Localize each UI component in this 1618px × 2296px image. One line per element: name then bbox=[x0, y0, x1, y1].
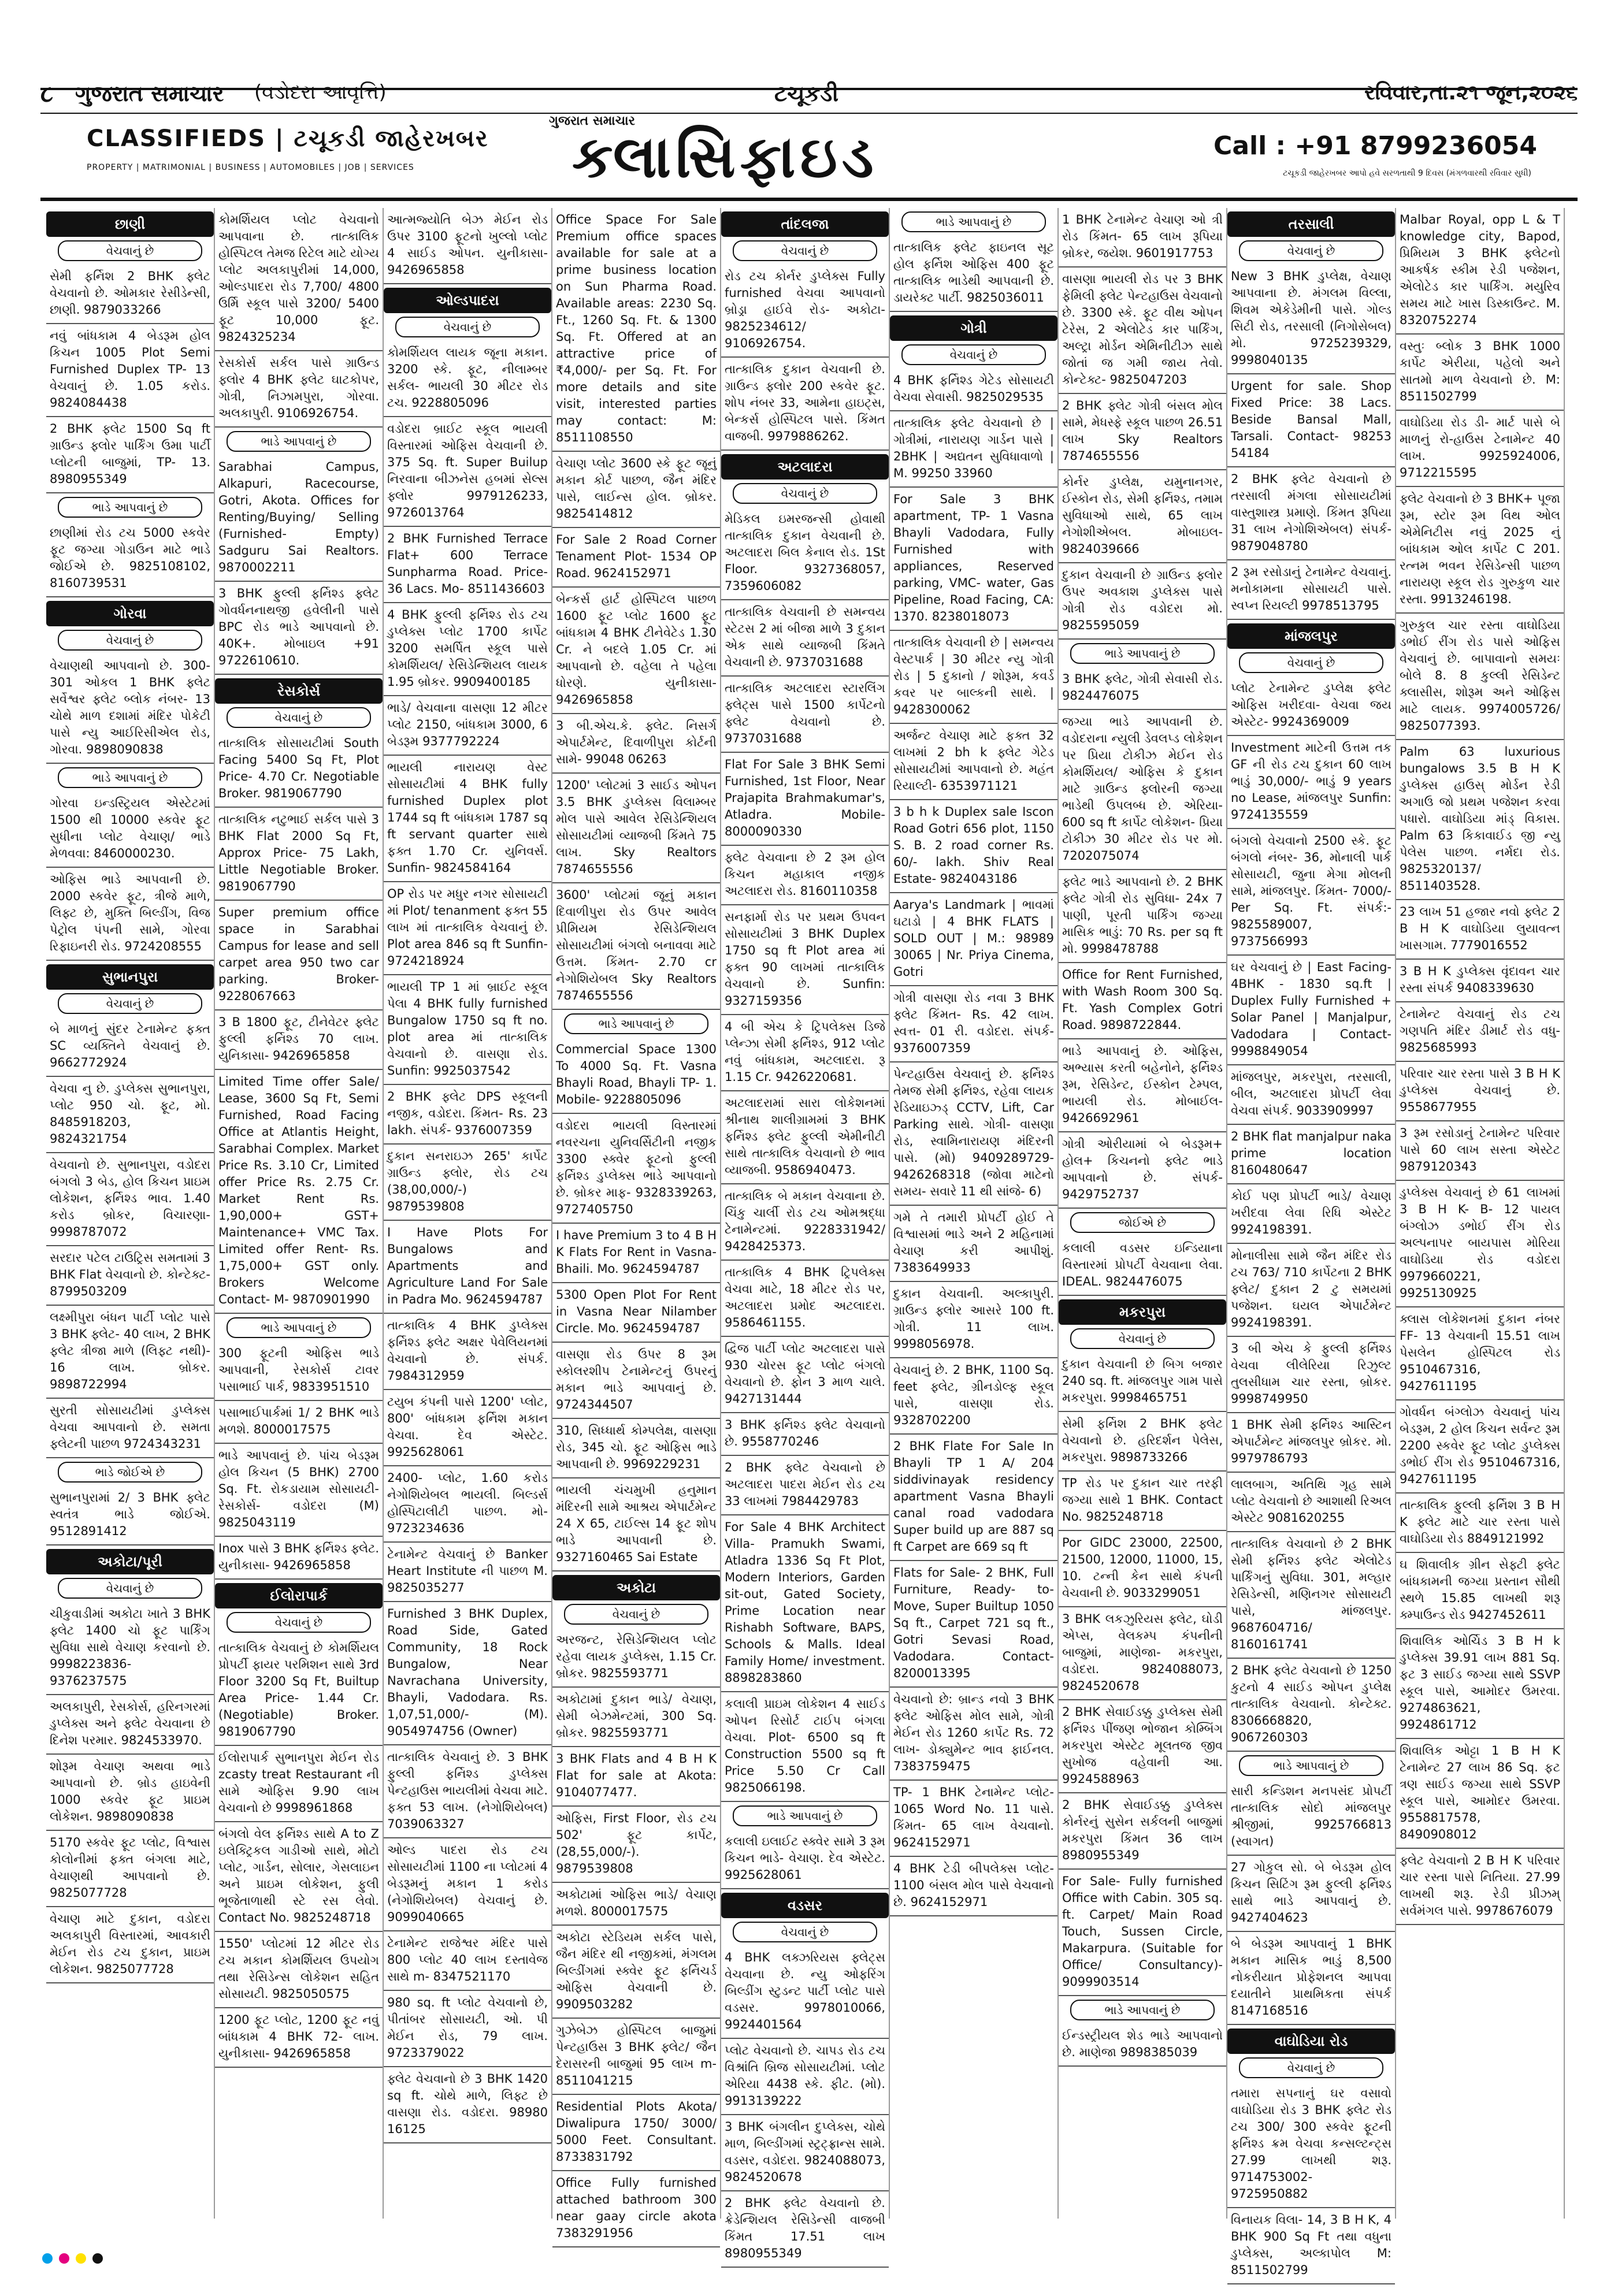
subcategory-heading: વેચવાનું છે bbox=[733, 240, 877, 261]
classified-ad: 3 રૂમ રસોડાનું ટેનામેન્ટ પરિવાર પાસે 60 લાખ સસ્તા એસ્ટેટ 9879120343 bbox=[1396, 1121, 1564, 1181]
classified-ad: અલકાપુરી, રેસકોર્સ, હરિનગરમાં ડુપ્લેક્સ અને ફ્લેટ વેચવાના છે દિનેશ પરમાર. 9824533970. bbox=[46, 1695, 214, 1755]
subcategory-heading: ભાડે આપવાનું છે bbox=[564, 1013, 708, 1034]
classified-ad: દુકાન સનરાઇઝ 265' કાર્પેટ ગ્રાઉન્ડ ફ્લોર, રોડ ટચ (38,00,000/-) 9879539808 bbox=[384, 1145, 551, 1221]
classified-ad: Limited Time offer Sale/ Lease, 3600 Sq Ft, Semi Furnished, Road Facing Office at Atlantis Height, Sarabhai Complex. Market Price Rs. 3.10 Cr, Limited offer Price Rs. 2.75 Cr. Market Rent Rs. 1,90,000+ GST+ Maintenance+ VMC Tax. Limited offer Rent- Rs. 1,75,000+ GST only. Brokers Welcome Contact- M- 9870901990 bbox=[215, 1070, 383, 1314]
classified-ad: 2400- પ્લોટ, 1.60 કરોડ નેગોશિયેબલ ભાયલી. બિલ્ડર્સ હોસ્પિટાલીટી પાછળ. મો- 9723234636 bbox=[384, 1466, 551, 1543]
subcategory-heading: ભાડે આપવાનું છે bbox=[1070, 2000, 1215, 2020]
classified-ad: 27 ગોકુલ સો. બે બેડરૂમ હોલ કિચન સિટિંગ રૂમ ફુલ્લી ફર્નિશ્ડ સાથે ભાડે આપવાનું છે. 9427404623 bbox=[1227, 1856, 1395, 1932]
classified-ad: તાત્કાલિક ફ્લેટ ફાઇનલ સૂટ હોલ ફર્નિશ ઓફિસ 400 ફૂટ તાત્કાલિક ભાડેથી આપવાની છે. ડાયરેક્ટ પાર્ટી. 9825036011 bbox=[890, 236, 1057, 312]
classified-ad: બે બેડરૂમ આપવાનું 1 BHK મકાન માસિક ભાડું 8,500 નોકરીયાત પ્રોફેશનલ આપવા દયાતીને પ્રાથમિકતા સંપર્ક 8147168516 bbox=[1227, 1932, 1395, 2025]
classified-ad: નવું બાંધકામ 4 બેડરૂમ હોલ કિચન 1005 Plot Semi Furnished Duplex TP- 13 વેચવાનું છે. 1.05 કરોડ. 9824084438 bbox=[46, 324, 214, 417]
classified-ad: ગુરુકુલ ચાર રસ્તા વાઘોડિયા ડભોઈ રીંગ રોડ પાસે ઓફિસ વેચવાનું છે. બાપાવાનો સમયઃ બોલે 8. 8 કુલ્લી રેસિડેન્ટ ક્લાસીસ, શોરૂમ અને ઓફિસ માટે લાયક. 9974005726/ 9825077393. bbox=[1396, 614, 1564, 740]
subcategory-heading: વેચવાનું છે bbox=[58, 993, 202, 1014]
classified-ad: મોનાલીસા સામે જૈન મંદિર રોડ ટચ 763/ 710 કાર્પેટના 2 BHK ફ્લેટ/ દુકાન 2 ટુ સમયમાં પજેશન. ઘયલ એપાર્ટમેન્ટ 9924198391. bbox=[1227, 1244, 1395, 1337]
brand-small: ગુજરાત સમાચાર bbox=[549, 114, 635, 128]
classified-ad: 2 BHK ફ્લેટ 1500 Sq ft ગ્રાઉન્ડ ફ્લોર પાર્કિંગ ઉમા પાર્ટી પ્લોટની બાજુમાં, TP- 13. 8980955349 bbox=[46, 417, 214, 493]
classified-ad: ઓલ્ડ પાદરા રોડ ટચ સોસાયટીમાં 1100 ના પ્લોટમાં 4 બેડરૂમનું મકાન 1 કરોડ (નેગોશિયેબલ) વેચવાનું છે. 9099040665 bbox=[384, 1838, 551, 1931]
classified-ad: કોઈ પણ પ્રોપર્ટી ભાડે/ વેચાણ ખરીદવા લેવા રિધિ એસ્ટેટ 9924198391. bbox=[1227, 1184, 1395, 1244]
category-heading: વડસર bbox=[721, 1893, 889, 1918]
classified-ad: 300 ફૂટની ઓફિસ ભાડે આપવાની, રેસકોર્સ ટાવર પસાભાઈ પાર્ક, 9833951510 bbox=[215, 1342, 383, 1401]
classified-ad: અરજન્ટ, રેસિડેન્શિયલ પ્લોટ રહેવા લાયક ડુપ્લેક્સ, 1.15 Cr. બ્રોકર. 9825593771 bbox=[552, 1628, 720, 1688]
category-heading: મકરપુરા bbox=[1059, 1299, 1226, 1325]
subcategory-heading: વેચવાનું છે bbox=[58, 1578, 202, 1599]
registration-dot bbox=[92, 2253, 103, 2264]
classified-column bbox=[552, 208, 721, 2240]
classified-ad: ફ્લેટ વેચવાનો છે 3 BHK 1420 sq ft. ચોથે માળે, લિફ્ટ છે વાસણા રોડ. વડોદરા. 98980 16125 bbox=[384, 2067, 551, 2143]
subcategory-heading: વેચવાનું છે bbox=[1070, 1328, 1215, 1349]
classified-ad: For Sale 2 Road Corner Tenament Plot- 1534 OP Road. 9624152971 bbox=[552, 528, 720, 588]
classified-ad: પ્લોટ વેચવાનો છે. ચાપડ રોડ ટચ વિશ્રાંતિ બ્રિજ સોસાયટીમાં. પ્લોટ એરિયા 4438 સ્કે. ફીટ. (મો). 9913139222 bbox=[721, 2039, 889, 2115]
classified-ad: I Have Plots For Bungalows and Apartments and Agriculture Land For Sale in Padra Mo. 9624594787 bbox=[384, 1221, 551, 1314]
classified-ad: પરિવાર ચાર રસ્તા પાસે 3 B H K ડુપ્લેક્સ વેચવાનું છે. 9558677955 bbox=[1396, 1062, 1564, 1121]
classified-ad: ગુઝેબેઝ હોસ્પિટલ બાજુમાં પેન્ટહાઉસ 3 BHK ફ્લેટ/ જૈન દેરાસરની બાજુમાં 95 લાખ m- 8511041215 bbox=[552, 2019, 720, 2095]
category-heading: વાઘોડિયા રોડ bbox=[1227, 2028, 1395, 2054]
classified-ad: ટયુબ કંપની પાસે 1200' પ્લોટ, 800' બાંધકામ ફર્નિશ મકાન વેચવા. દેવ એસ્ટેટ. 9925628061 bbox=[384, 1390, 551, 1466]
classified-ad: ક્લાસ લોકેશનમાં દુકાન નંબર FF- 13 વેચવાની 15.51 લાખ પેસલેન હોસ્પિટલ રોડ 9510467316, 9427611195 bbox=[1396, 1307, 1564, 1400]
classified-ad: 2 BHK ફ્લેટ વેચવાનો છે અટલાદરા પાદરા મેઈન રોડ ટચ 33 લાખમાં 7984429783 bbox=[721, 1456, 889, 1515]
classified-ad: સારી કન્ડિશન મનપસંદ પ્રોપર્ટી તાત્કાલિક સોદો માંજલપુર શ્રીજીમાં, 9925766813 (સ્વાગત) bbox=[1227, 1779, 1395, 1856]
classified-ad: બંગલો વેલ ફર્નિશ્ડ સાથે A to Z ઇલેક્ટ્રિકલ ગાડીઓ સાથે, મોટો પ્લોટ, ગાર્ડન, સોલાર, ગેસલાઇન અને પ્રાઇમ લોકેશન, ફુલી ભૂજેતાળાથી સ્ટે રસ લેવો. Contact No. 9825248718 bbox=[215, 1822, 383, 1932]
classifieds-categories: PROPERTY | MATRIMONIAL | BUSINESS | AUTOMOBILES | JOB | SERVICES bbox=[87, 163, 414, 172]
classified-ad: Commercial Space 1300 To 4000 Sq. Ft. Vasna Bhayli Road, Bhayli TP- 1. Mobile- 9228805096 bbox=[552, 1038, 720, 1114]
classified-ad: 3600' પ્લોટમાં જૂનું મકાન દિવાળીપુરા રોડ ઉપર આવેલ પ્રીમિયમ રેસિડેન્શિયલ સોસાયટીમાં બંગલો બનાવવા માટે ઉત્તમ. કિંમત- 2.70 cr નેગોશિયેબલ Sky Realtors 7874655556 bbox=[552, 883, 720, 1010]
subcategory-heading: વેચવાનું છે bbox=[733, 483, 877, 504]
classified-ad: Furnished 3 BHK Duplex, Road Side, Gated Community, 18 Rock Bungalow, Near Navrachana University, Bhayli, Vadodara. Rs. 1,07,51,000/- (M). 9054974756 (Owner) bbox=[384, 1602, 551, 1745]
classified-ad: તાત્કાલિક વેચવાનું છે. 3 BHK ફુલ્લી ફર્નિશ્ડ ડુપ્લેક્સ પેન્ટહાઉસ ભાયલીમાં વેચવા માટે. ફક્ત 53 લાખ. (નેગોશિયેબલ) 7039063327 bbox=[384, 1745, 551, 1838]
classified-ad: Office Space For Sale Premium office spaces available for sale at a prime business location on Sun Pharma Road. Available areas: 2230 Sq. Ft., 1260 Sq. Ft. & 1300 Sq. Ft. Offered at an attractive price of ₹4,000/- per Sq. Ft. For more details and site visit, interested parties may contact: M: 8511108550 bbox=[552, 208, 720, 452]
subcategory-heading: ભાડે આપવાનું છે bbox=[733, 1805, 877, 1826]
classified-ad: For Sale 4 BHK Architect Villa- Pramukh Swami, Atladra 1336 Sq Ft Plot, Modern Interiors, Garden sit-out, Gated Society, Prime Location near Rishabh Software, BAPS, Schools & Malls. Ideal Family Home/ investment. 8898283860 bbox=[721, 1515, 889, 1692]
classified-ad: પસાભાઈપાર્કમાં 1/ 2 BHK ભાડે મળશે. 8000017575 bbox=[215, 1401, 383, 1444]
classified-ad: ફ્લેટ વેચવાનો છે 3 BHK+ પૂજા રૂમ, સ્ટોર રૂમ વિથ ઓલ એમેનિટીસ નવું 2025 નું બાંધકામ ઓલ કાર્પેટ C 201. રત્નમ ભવન રેસિડેન્સી પાછળ નારાયણ સ્કૂલ રોડ ગુરુકુળ ચાર રસ્તા. 9913246198. bbox=[1396, 487, 1564, 614]
registration-dot bbox=[59, 2253, 69, 2264]
classified-ad: Flats for Sale- 2 BHK, Full Furniture, Ready- to- Move, Super Builtup 1050 Sq ft., Carpet 721 sq ft., Gotri Sevasi Road, Vadodara. Contact- 8200013395 bbox=[890, 1561, 1057, 1688]
subcategory-heading: વેચવાનું છે bbox=[227, 1612, 371, 1633]
classified-ad: 1 BHK સેમી ફર્નિશ્ડ આસ્ટિન એપાર્ટમેન્ટ માંજલપુર બ્રોકર. મો. 9979786793 bbox=[1227, 1413, 1395, 1473]
subcategory-heading: વેચવાનું છે bbox=[1239, 240, 1383, 261]
subcategory-heading: ભાડે આપવાનું છે bbox=[901, 211, 1046, 232]
classified-ad: તાત્કાલિક વેચવાનો છે 2 BHK સેમી ફર્નિશ્ડ ફ્લેટ એલોટેડ પાર્કિંગનું સુવિધા. 301, મલ્હાર રેસિડેન્સી, મણિનગર સોસાયટી પાસે, માંજલપુર. 9687604716/ 8160161741 bbox=[1227, 1532, 1395, 1659]
classified-ad: 3 BHK લકઝુરિયસ ફ્લેટ, ઘોડી એપ્સ, વેલકમ્પ કંપનીની બાજુમાં, માણેજા- મકરપુરા, વડોદરા. 9824088073, 9824520678 bbox=[1059, 1607, 1226, 1700]
classified-ad: વેચવા નુ છે. ડુપ્લેક્સ સુભાનપુરા, પ્લોટ 950 ચો. ફૂટ, મો. 8485918203, 9824321754 bbox=[46, 1077, 214, 1153]
classified-ad: 4 BHK ફર્નિશ્ડ ગેટેડ સોસાયટી વેચવા સેવાસી. 9825029535 bbox=[890, 369, 1057, 411]
classified-column bbox=[1227, 208, 1396, 2277]
classified-column bbox=[1059, 208, 1227, 2219]
classified-ad: TP રોડ પર દુકાન ચાર તરફી જગ્યા સાથે 1 BHK. Contact No. 9825248718 bbox=[1059, 1472, 1226, 1531]
classified-ad: કલાલી પ્રાઇમ લોકેશન 4 સાઈડ ઓપન રિસોર્ટ ટાઈપ બંગલા વેચવા. Plot- 6500 sq ft Construction 5500 sq ft Price 5.50 Cr Call 9825066198. bbox=[721, 1692, 889, 1802]
classified-ad: શિવાલિક ઓટ્ટા 1 B H K ટેનામેન્ટ 27 લાખ 86 Sq. ફટ ત્રણ સાઈડ જગ્યા સાથે SSVP સ્કૂલ પાસે, આમોદર ઉમરવા. 9558817578, 8490908012 bbox=[1396, 1739, 1564, 1849]
classified-ad: અકોટા સ્ટેડિયમ સર્કલ પાસે, જૈન મંદિર થી નજીકમાં, મંગલમ બિલ્ડીંગમાં સ્ક્વેર ફૂટ ફર્નિચર્ડ ઓફિસ વેચવાની છે. 9909503282 bbox=[552, 1926, 720, 2019]
classified-ad: તાત્કાલિક નટુભાઈ સર્કલ પાસે 3 BHK Flat 2000 Sq Ft, Approx Price- 75 Lakh, Little Negotiable Broker. 9819067790 bbox=[215, 808, 383, 901]
classified-ad: વસ્તુઃ બ્લોક 3 BHK 1000 કાર્પેટ એરીયા, પહેલો અને સાતમો માળ વેચવાનો છે. M: 8511502799 bbox=[1396, 335, 1564, 411]
subcategory-heading: ભાડે જોઈએ છે bbox=[58, 1462, 202, 1483]
classified-ad: તાત્કાલિક બે મકાન વેચવાના છે. ચિંકુ ચાર્લી રોડ ટચ ઓમશ્રદ્ધા ટેનામેન્ટમાં. 9228331942/ 9428425373. bbox=[721, 1184, 889, 1261]
classified-ad: ભાડે/ વેચવાના વાસણા 12 મીટર પ્લોટ 2150, બાંધકામ 3000, 6 બેડરૂમ 9377792224 bbox=[384, 696, 551, 756]
classified-ad: રેસકોર્સ સર્કલ પાસે ગ્રાઉન્ડ ફ્લોર 4 BHK ફ્લેટ ઘાટકોપર, ગોત્રી, નિઝામપુરા, ગોરવા. અલકાપુરી. 9106926754. bbox=[215, 351, 383, 428]
category-heading: અટલાદરા bbox=[721, 454, 889, 480]
subcategory-heading: ભાડે આપવાનું છે bbox=[227, 1317, 371, 1338]
classified-ad: 1200 ફૂટ પ્લોટ, 1200 ફૂટ નવું બાંધકામ 4 BHK 72- લાખ. યુનીકાસા- 9426965858 bbox=[215, 2008, 383, 2068]
classified-ad: આત્મજ્યોતિ બેઝ મેઈન રોડ ઉપર 3100 ફૂટનો ખુલ્લો પ્લોટ 4 સાઈડ ઓપન. યુનીકાસા- 9426965858 bbox=[384, 208, 551, 284]
classified-ad: Office Fully furnished attached bathroom 300 near gaay circle akota 7383291956 bbox=[552, 2171, 720, 2247]
classified-ad: પેન્ટહાઉસ વેચવાનું છે. ફર્નિશ્ડ તેમજ સેમી ફર્નિશ્ડ, રહેવા લાયક રેડિયાઇઝ્ડ્ CCTV, Lift, Car Parking સાથે. ગોત્રી- વાસણા રોડ, સ્વામિનારાયણ મંદિરની પાસે. (મો) 9409289729- 9426268318 (જોવા માટેનો સમય- સવારે 11 થી સાંજે- 6) bbox=[890, 1062, 1057, 1206]
classified-ad: 4 BHK લક્ઝરિયસ ફ્લેટ્સ વેચવાના છે. ન્યુ ઓફરિંગ બિલ્ડીંગ સ્ટુડન્ટ પાર્ટી પ્લોટ પાસે વડસર. 9978010066, 9924401564 bbox=[721, 1946, 889, 2039]
category-heading: ઈલોરાપાર્ક bbox=[215, 1583, 383, 1608]
classified-ad: 2 BHK સેવાઈડક્કુ ડુપ્લેક્સ કોર્નરનું સુસેન સર્કલની બાજુમાં મકરપુરા કિંમત 36 લાખ 8980955349 bbox=[1059, 1793, 1226, 1870]
classified-ad: 2 BHK ફ્લેટ ગોત્રી બંસલ મોલ સામે, મેધસ્ફે સ્કૂલ પાછળ 26.51 લાખ Sky Realtors 7874655556 bbox=[1059, 394, 1226, 470]
classified-ad: 2 BHK ફ્લેટ DPS સ્કૂલની નજીક, વડોદરા. કિંમત- Rs. 23 lakh. સંપર્ક- 9376007359 bbox=[384, 1085, 551, 1145]
classified-ad: Palm 63 luxurious bungalows 3.5 B H K ડુપ્લેક્સ હાઉસ્ મોર્ડન રેડી અગાઉ જો પ્રથમ પજેશન કરવા પધારો. વાઘોડિયા માંડ્ વિકાસ. Palm 63 કિકાવાઈડ જી ન્યુ પેલેસ પાછળ. નર્મદા રોડ. 9825320137/ 8511403528. bbox=[1396, 740, 1564, 900]
category-heading: અકોટા/પૂરી bbox=[46, 1549, 214, 1574]
classified-column bbox=[890, 208, 1059, 2219]
classified-ad: તાત્કાલિક સોસાયટીમાં South Facing 5400 Sq Ft, Plot Price- 4.70 Cr. Negotiable Broker. 9819067790 bbox=[215, 731, 383, 808]
classified-ad: OP રોડ પર મધુર નગર સોસાયટી માં Plot/ tenanment ફક્ત 55 લાખ માં તાત્કાલિક વેચવાનું છે. Plot area 846 sq ft Sunfin- 9724218924 bbox=[384, 882, 551, 975]
classified-column bbox=[384, 208, 552, 2219]
category-heading: તરસાલી bbox=[1227, 211, 1395, 237]
classified-ad: Office for Rent Furnished, with Wash Room 300 Sq. Ft. Yash Complex Gotri Road. 9898722844. bbox=[1059, 963, 1226, 1039]
classified-ad: 2 BHK સેવાઈડક્કુ ડુપ્લેક્સ સેમી ફર્નિશ્ડ પીંજણ ભોજાન કોમ્બિંગ મકરપુરા એસ્ટેટ મૂલતજ જીવ સુખોજ વહેવાની આ. 9924588963 bbox=[1059, 1700, 1226, 1793]
classified-ad: વેચવાનો છે: બ્રાન્ડ નવો 3 BHK ફ્લેટ ઓફિસ મોલ સામે, ગોત્રી મેઈન રોડ 1260 કાર્પેટ Rs. 72 લાખ- ડોક્યુમેન્ટ ભાવ ફાઈનલ. 7383759475 bbox=[890, 1688, 1057, 1781]
category-heading: ગોત્રી bbox=[890, 315, 1057, 341]
classified-ad: ઘર વેચવાનું છે | East Facing- 4BHK - 1830 sq.ft | Duplex Fully Furnished + Solar Panel | Manjalpur, Vadodara | Contact- 9998849054 bbox=[1227, 956, 1395, 1065]
classified-ad: 1200' પ્લોટમાં 3 સાઈડ ઓપન 3.5 BHK ડુપ્લેક્સ વિલામ્બર મોલ પાસે આવેલ રેસિડેન્શિયલ સોસાયટીમાં વ્યાજબી કિંમતે 75 લાખ. Sky Realtors 7874655556 bbox=[552, 774, 720, 883]
classified-ad: 3 B 1800 ફૂટ, ટીનેવેટર ફ્લેટ ફુલ્લી ફર્નિશ્ડ 70 લાખ. યુનિકાસા- 9426965858 bbox=[215, 1010, 383, 1070]
classified-ad: દ્વિજ પાર્ટી પ્લોટ અટલાદરા પાસે 930 ચોરસ ફૂટ પ્લોટ બંગલો વેચવાનો છે. ફોન 3 માળ ચાલે. 9427131444 bbox=[721, 1337, 889, 1413]
classified-ad: Malbar Royal, opp L & T knowledge city, Bapod, પ્રિમિયમ 3 BHK ફ્લેટનો આકર્ષક સ્કીમ રેડી પજેશન, એલોટેડ કાર પાર્કિંગ. મયુરિવ સમય માટે ખાસ ડિસ્કાઉન્ટ. M. 8320752274 bbox=[1396, 208, 1564, 335]
classifieds-label: CLASSIFIEDS | ટચૂકડી જાહેરખબર bbox=[87, 125, 489, 152]
classified-ad: લક્ષ્મીપુરા બંધન પાર્ટી પ્લોટ પાસે 3 BHK ફ્લેટ- 40 લાખ, 2 BHK ફ્લેટ ત્રીજા માળે (લિફ્ટ નથી)- 16 લાખ. બ્રોકર. 9898722994 bbox=[46, 1306, 214, 1399]
classified-ad: Inox પાસે 3 BHK ફર્નિશ્ડ ફ્લેટ. યુનીકાસા- 9426965858 bbox=[215, 1537, 383, 1580]
classified-ad: ડુપ્લેક્સ વેચવાનું છે 61 લાખમાં 3 B H K- B- 12 પાયલ બંગ્લોઝ ડભોઈ રીંગ રોડ અલ્પનાપર બાયપાસ મોરિયા વાઘોડિયા રોડ વડોદરા 9979660221, 9925130925 bbox=[1396, 1181, 1564, 1307]
category-heading: માંજલપુર bbox=[1227, 623, 1395, 649]
classified-ad: દુકાન વેચવાની છે બિગ બજાર 240 sq. ft. માંજલપુર ગામ પાસે મકરપુરા. 9998465751 bbox=[1059, 1353, 1226, 1412]
classified-ad: તાત્કાલિક ફુલ્લી ફર્નિશ 3 B H K ફ્લેટ માટે ચાર રસ્તા પાસે વાઘોડિયા રોડ 8849121992 bbox=[1396, 1493, 1564, 1553]
classified-ad: તાત્કાલિક વેચવાનું છે કોમર્શિયલ પ્રોપર્ટી ફાયર પરમિશન સાથે 3rd Floor 3200 Sq Ft, Builtup Area Price- 1.44 Cr. (Negotiable) Broker. 9819067790 bbox=[215, 1636, 383, 1746]
classified-ad: ફ્લેટ ભાડે આપવાનો છે. 2 BHK ફ્લેટ ગોત્રી રોડ સુવિધા- 24x 7 પાણી, પૂરતી પાર્કિંગ જગ્યા માસિક ભાડું: 70 Rs. per sq ft મો. 9998478788 bbox=[1059, 870, 1226, 963]
classified-ad: કોમર્શિયલ પ્લોટ વેચવાનો આપવાના છે. તાત્કાલિક હોસ્પિટલ તેમજ રિટેલ માટે યોગ્ય પ્લોટ અલકાપુરીમાં 14,000, ઓલ્ડપાદરા રોડ 7,700/ 4800 ઉર્મિ સ્કૂલ પાસે 3200/ 5400 ફૂટ 10,000 ફૂટ. 9824325234 bbox=[215, 208, 383, 351]
subcategory-heading: ભાડે આપવાનું છે bbox=[1239, 1755, 1383, 1776]
classified-ad: વેચવાનો છે. સુભાનપુરા, વડોદરા બંગલો 3 બેડ, હોલ કિચન પ્રાઇમ લોકેશન, ફર્નિશ્ડ ભાવ. 1.40 કરોડ બ્રોકર, વિચારણા- 9998787072 bbox=[46, 1153, 214, 1246]
classified-ad: કોમર્શિયલ લાયક જૂના મકાન. 3200 સ્કે. ફૂટ, નીલામ્બર સર્કલ- ભાયલી 30 મીટર રોડ ટચ. 9228805096 bbox=[384, 341, 551, 417]
classified-ad: વેચાણ પ્લોટ 3600 સ્કે ફૂટ જૂનું મકાન કોર્ટ પાછળ, જૈન મંદિર પાસે, લાઈન્સ હોલ. બ્રોકર. 9825414812 bbox=[552, 452, 720, 528]
classified-ad: વડોદરા ભાયલી વિસ્તારમાં નવરચના યુનિવર્સિટીની નજીક 3300 સ્ક્વેર ફૂટનો ફુલ્લી ફર્નિશ્ડ ડુપ્લેક્સ ભાડે આપવાનો છે. બ્રોકર માફ- 9328339263, 9727405750 bbox=[552, 1114, 720, 1224]
classified-ad: વાઘોડિયા રોડ ડી- માર્ટ પાસે બે માળનું રો-હાઉસ ટેનામેન્ટ 40 લાખ. 9925924006, 9712215595 bbox=[1396, 411, 1564, 487]
classified-ad: તાત્કાલિક વેચવાની છે | સમન્વય વેસ્ટપાર્ક | 30 મીટર ન્યુ ગોત્રી રોડ | 5 દુકાનો / શોરૂમ, કવર્ડ કવર પર બાલ્કની સાથે. | 9428300062 bbox=[890, 631, 1057, 724]
classified-ad: તાત્કાલિક 4 BHK ટ્રિપલેક્સ વેચવા માટે, 18 મીટર રોડ પર, અટલાદરા પ્રમોદ અટલાદરા. 9586461155. bbox=[721, 1261, 889, 1337]
classified-ad: બે માળનું સુંદર ટેનામેન્ટ ફક્ત SC વ્યક્તિને વેચવાનું છે. 9662772924 bbox=[46, 1017, 214, 1077]
classified-ad: તાત્કાલિક 4 BHK ડુપ્લેક્સ ફર્નિશ્ડ ફ્લેટ અક્ષર પેવેલિયનમાં વેચવાનો છે. સંપર્ક. 7984312959 bbox=[384, 1314, 551, 1390]
classified-ad: બંગલો વેચવાનો 2500 સ્કે. ફૂટ બંગલો નંબર- 36, મોનાલી પાર્ક સોસાયટી, જુના મેગા મોલની સામે, માંજલપુર. કિંમત- 7000/- Per Sq. Ft. સંપર્ક:- 9825589007, 9737566993 bbox=[1227, 829, 1395, 956]
classified-ad: અકોટામાં ઓફિસ ભાડે/ વેચાણ મળશે. 8000017575 bbox=[552, 1883, 720, 1926]
classified-ad: 5170 સ્કવેર ફૂટ પ્લોટ, વિશ્વાસ કોલોનીમાં ફક્ત બંગલા માટે, વેચાણથી આપવાનો છે. 9825077728 bbox=[46, 1831, 214, 1907]
category-heading: તાંદલજા bbox=[721, 211, 889, 237]
classified-ad: 3 બી.એચ.કે. ફ્લેટ. નિસર્ગ એપાર્ટમેન્ટ, દિવાળીપુરા કોર્ટની સામે- 99048 06263 bbox=[552, 714, 720, 774]
subcategory-heading: ભાડે આપવાનું છે bbox=[58, 767, 202, 788]
classified-ad: 5300 Open Plot For Rent in Vasna Near Nilamber Circle. Mo. 9624594787 bbox=[552, 1283, 720, 1343]
classified-ad: જગ્યા ભાડે આપવાની છે. વડોદરાના ન્યુલી ડેવલપ્ડ લોકેશન પર પ્રિયા ટોકીઝ મેઈન રોડ કોમર્શિયલ/ ઓફિસ કે દુકાન માટે ગ્રાઉન્ડ ફ્લોરની જગ્યા ભાડેથી ઉપલબ્ધ છે. એરિયા- 600 sq ft કાર્પેટ લોકેશન- પ્રિયા ટોકીઝ 30 મીટર રોડ પર મો. 7202075074 bbox=[1059, 710, 1226, 870]
classified-ad: તાત્કાલિક અટલાદરા સ્ટારલિંગ ફ્લેટ્સ પાસે 1500 કાર્પેટનો ફ્લેટ વેચવાનો છે. 9737031688 bbox=[721, 677, 889, 753]
classified-ad: 2 BHK flat manjalpur naka prime location 8160480647 bbox=[1227, 1125, 1395, 1184]
registration-dot bbox=[42, 2253, 53, 2264]
classified-column bbox=[46, 208, 215, 2219]
classified-ad: I have Premium 3 to 4 B H K Flats For Rent in Vasna- Bhaili. Mo. 9624594787 bbox=[552, 1224, 720, 1283]
classified-ad: ભાડે આપવાનું છે. ઓફિસ, અભ્યાસ કરતી બહેનોને, ફર્નિશ્ડ રૂમ, રેસિડેન્ટ, ઈસ્કોન ટેમ્પલ, ભાયલી રોડ. મોબાઈલ- 9426692961 bbox=[1059, 1039, 1226, 1132]
call-number: Call : +91 8799236054 bbox=[1214, 131, 1537, 161]
registration-dot bbox=[76, 2253, 86, 2264]
classified-ad: તાત્કાલિક ફ્લેટ વેચવાનો છે | ગોત્રીમાં, નારાયણ ગાર્ડન પાસે | 2BHK | અદ્યતન સુવિધાવાળો | M. 99250 33960 bbox=[890, 411, 1057, 488]
classified-ad: 3 BHK ફ્લેટ, ગોત્રી સેવાસી રોડ. 9824476075 bbox=[1059, 667, 1226, 710]
classified-ad: Urgent for sale. Shop Fixed Price: 38 Lacs. Beside Bansal Mall, Tarsali. Contact- 98253 54184 bbox=[1227, 374, 1395, 467]
classified-ad: 3 BHK Flats and 4 B H K Flat for sale at Akota: 9104077477. bbox=[552, 1747, 720, 1807]
classified-ad: દુકાન વેચવાની છે ગ્રાઉન્ડ ફ્લોર ઉપર અવકાશ ડુપ્લેક્સ પાસે ગોત્રી રોડ વડોદરા મો. 9825595059 bbox=[1059, 563, 1226, 640]
classified-ad: ગોત્રી ઓરીયામાં બે બેડરૂમ+ હોલ+ કિચનનો ફ્લેટ ભાડે આપવાનો છે. સંપર્ક- 9429752737 bbox=[1059, 1132, 1226, 1209]
classified-ad: ઓફિસ, First Floor, રોડ ટચ 502' ફૂટ કાર્પેટ, (28,55,000/-). 9879539808 bbox=[552, 1807, 720, 1883]
newspaper-name: ગુજરાત સમાચાર bbox=[75, 81, 224, 106]
classified-ad: મેડિકલ ઇમરજન્સી હોવાથી તાત્કાલિક દુકાન વેચવાની છે. અટલાદરા બિલ કેનાલ રોડ. 1St Floor. 9327368057, 7359606082 bbox=[721, 507, 889, 600]
classified-ad: વેચાણથી આપવાનો છે. 300-301 ઓકલ 1 BHK ફ્લેટ સર્વેશ્વર ફ્લેટ બ્લોક નંબર- 13 ચોથે માળ દશામાં મંદિર પોકેટી પાસે ન્યુ આઈરિસીએલ રોડ, ગોરવા. 9898090838 bbox=[46, 654, 214, 764]
classified-ad: દુકાન વેચવાની. અલ્કાપુરી. ગ્રાઉન્ડ ફ્લોર આસરે 100 ft. ગોત્રી. 11 લાખ. 9998056978. bbox=[890, 1282, 1057, 1358]
classified-ad: તાત્કાલિક વેચવાની છે સમન્વય સ્ટેટસ 2 માં બીજા માળે 3 દુકાન એક સાથે વ્યાજબી કિંમતે વેચવાની છે. 9737031688 bbox=[721, 600, 889, 677]
classified-ad: 3 BHK બંગલીન દુપ્લેક્સ, ચોથે માળ, બિલ્ડીંગમાં સ્ટ્રટ્ફ્રાન્સ સામે. વડસર, વડોદરા. 9824088073, 9824520678 bbox=[721, 2115, 889, 2191]
classified-ad: કલાલી ઇલાઈટ સ્ક્વેર સામે 3 રૂમ કિચન ભાડે- વેચાણ. દેવ એસ્ટેટ. 9925628061 bbox=[721, 1830, 889, 1889]
classified-ad: For Sale- Fully furnished Office with Cabin. 305 sq. ft. Carpet/ Main Road Touch, Sussen Circle, Makarpura. (Suitable for Office/ Consultancy)- 9099903514 bbox=[1059, 1870, 1226, 1996]
classified-ad: ગોવર્ધન બંગ્લોઝ વેચવાનું પાંચ બેડરૂમ, 2 હોલ કિચન સર્વન્ટ રૂમ 2200 સ્કવેર ફૂટ પ્લોટ ડુપ્લેક્સ ડભોઈ રીંગ રોડ 9510467316, 9427611195 bbox=[1396, 1400, 1564, 1493]
category-heading: રેસકોર્સ bbox=[215, 678, 383, 704]
classified-ad: 1550' પ્લોટમાં 12 મીટર રોડ ટચ મકાન કોમર્શિયલ ઉપયોગ તથા રેસિડેન્સ લોકેશન સહિત સોસાયટી. 9825050575 bbox=[215, 1932, 383, 2008]
category-heading: છાણી bbox=[46, 211, 214, 237]
classified-ad: ભાયલી ચંચમુખી હનુમાન મંદિરની સામે આશ્રય એપાર્ટમેન્ટ 24 X 65, ટાઈલ્સ 14 ફૂટ શોપ ભાડે આપવાની છે. 9327160465 Sai Estate bbox=[552, 1478, 720, 1571]
classified-ad: ભાયલી નારાયણ વેસ્ટ સોસાયટીમાં 4 BHK fully furnished Duplex plot 1744 sq ft બાંધકામ 1787 sq ft servant quarter સાથે ફક્ત 1.70 Cr. યુનિવર્સ. Sunfin- 9824584164 bbox=[384, 756, 551, 882]
classified-ad: કલાલી વડસર ઇન્ડિયાના વિસ્તારમાં પ્રોપર્ટી વેચવાના લેવા. IDEAL. 9824476075 bbox=[1059, 1236, 1226, 1296]
classified-ad: 1 BHK ટેનામેન્ટ વેચાણ ઓ ત્રી રોડ કિંમત- 65 લાખ રૂપિયા બ્રોકર, જયેશ. 9601917753 bbox=[1059, 208, 1226, 268]
classified-ad: ફ્લેટ વેચવાનો 2 B H K પરિવાર ચાર રસ્તા પાસે નિતિયા. 27.99 લાખથી શરૂ. રેડી પ્રીઝમ્ સર્વમંગલ પાસે. 9978676079 bbox=[1396, 1849, 1564, 1925]
classified-ad: વાસણા રોડ ઉપર 8 રૂમ સ્કોલરશીપ ટેનામેન્ટનું ઉપરનું મકાન ભાડે આપવાનું છે. 9724344507 bbox=[552, 1343, 720, 1419]
call-note: ટચૂકડી જાહેરખબર આપો હવે સરળતાથી 9 દિવસ (મંગળવારથી રવિવાર સુધી) bbox=[1283, 169, 1531, 178]
classified-ad: સેમી ફર્નિશ 2 BHK ફ્લેટ વેચવાનો છે. ઓમકાર રેસીડેન્સી, છાણી. 9879033266 bbox=[46, 265, 214, 324]
classified-ad: ચીકુવાડીમાં અકોટા ખાતે 3 BHK ફ્લેટ 1400 ચો ફૂટ પાર્કિંગ સુવિધા સાથે વેચાણ કરવાનો છે. 9998223836- 9376237575 bbox=[46, 1602, 214, 1695]
classified-ad: કોર્નર ડુપ્લેક્ષ, યમુનાનગર, ઈસ્કોન રોડ, સેમી ફર્નિશ્ડ, તમામ સુવિધાઓ સાથે, 65 લાખ નેગોશીએબલ. મોબાઇલ- 9824039666 bbox=[1059, 470, 1226, 563]
category-heading: ગોરવા bbox=[46, 601, 214, 626]
classifieds-header bbox=[40, 113, 1578, 201]
category-heading: અકોટા bbox=[552, 1575, 720, 1600]
section-title: ટચૂકડી bbox=[774, 81, 839, 106]
classified-ad: 3 બી એચ કે ફુલ્લી ફર્નિશ્ડ વેચવા લીલેરિયા રિઝુલ્ટ તુલસીધામ ચાર રસ્તા, બ્રોકર. 9998749950 bbox=[1227, 1337, 1395, 1413]
subcategory-heading: ભાડે આપવાનું છે bbox=[1070, 643, 1215, 664]
classified-ad: સુભાનપુરામાં 2/ 3 BHK ફ્લેટ સ્વતંત્ર ભાડે જોઈએ. 9512891412 bbox=[46, 1486, 214, 1545]
classified-column bbox=[1396, 208, 1565, 2219]
classified-ad: તાત્કાલિક દુકાન વેચવાની છે. ગ્રાઉન્ડ ફ્લોર 200 સ્કવેર ફૂટ. શોપ નંબર 33, આમેના હાઇટ્સ, બેન્કર્સ હોસ્પિટલ પાસે. કિંમત વાજબી. 9979886262. bbox=[721, 358, 889, 451]
classified-ad: માંજલપુર, મકરપુરા, તરસાલી, બીલ, અટલાદરા પ્રોપર્ટી લેવા વેચવા સંપર્ક. 9033909997 bbox=[1227, 1065, 1395, 1125]
classified-ad: ફ્લેટ વેચવાના છે 2 રૂમ હોલ કિચન મહાકાલ નજીક અટલાદરા રોડ. 8160110358 bbox=[721, 846, 889, 905]
classified-ad: પ્લોટ ટેનામેન્ટ ડુપ્લેક્ષ ફ્લેટ ઓફિસ ખરીદવા- વેચવા જય એસ્ટેટ- 9924369009 bbox=[1227, 677, 1395, 736]
classified-ad: તમારા સપનાનું ઘર વસાવો વાઘોડિયા રોડ 3 BHK ફ્લેટ રોડ ટચ 300/ 300 સ્કવેર ફૂટની ફર્નિશ્ડ ક્રમ વેચવા કન્સલ્ટન્ટ્સ 27.99 લાખથી શરૂ. 9714753002- 9725950882 bbox=[1227, 2082, 1395, 2208]
classified-ad: 4 બી એચ કે ટ્રિપલેક્સ ડિજે પ્લેન્ઝા સેમી ફર્નિશ્ડ, 912 પ્લોટ નવું બાંધકામ, અટલાદરા. રૂ 1.15 Cr. 9426220681. bbox=[721, 1015, 889, 1091]
subcategory-heading: જોઈએ છે bbox=[1070, 1212, 1215, 1233]
classified-ad: TP- 1 BHK ટેનામેન્ટ પ્લોટ- 1065 Word No. 11 પાસે. કિંમત- 65 લાખ વેચવાનો. 9624152971 bbox=[890, 1781, 1057, 1857]
classified-ad: ઓફિસ ભાડે આપવાની છે. 2000 સ્કવેર ફૂટ, ત્રીજે માળે, લિફ્ટ છે, મુક્તિ બિલ્ડીંગ, વિજ પેટ્રોલ પંપની સામે, ગોરવા રિફાઇનરી રોડ. 9724208555 bbox=[46, 868, 214, 961]
classified-ad: અટલાદરામાં સારા લોકેશનમાં શ્રીનાથ શાલીગ્રામમાં 3 BHK ફર્નિશ્ડ ફ્લેટ ફુલ્લી એમીનીટી સાથે તાત્કાલિક વેચવાનો છે ભાવ વ્યાજબી. 9586940473. bbox=[721, 1091, 889, 1184]
subcategory-heading: વેચવાનું છે bbox=[395, 317, 540, 337]
classified-ad: ઈન્ડસ્ટ્રીયલ શેડ ભાડે આપવાનો છે. માણેજા 9898385039 bbox=[1059, 2024, 1226, 2067]
classified-ad: ઈલોરાપાર્ક સુભાનપુરા મેઈન રોડ zcasty treat Restaurant ની સામે ઓફિસ 9.90 લાખ વેચવાનો છે 9998961868 bbox=[215, 1746, 383, 1822]
classified-ad: Super premium office space in Sarabhai Campus for lease and sell carpet area 950 two car parking. Broker- 9228067663 bbox=[215, 901, 383, 1010]
classified-ad: 3 BHK ફુલ્લી ફર્નિશ્ડ ફ્લેટ ગોવર્ધનનાથજી હવેલીની પાસે BPC રોડ ભાડે આપવાનો છે. 40K+. મોબાઇલ +91 9722610610. bbox=[215, 582, 383, 675]
subcategory-heading: વેચવાનું છે bbox=[58, 630, 202, 651]
classified-ad: બેન્કર્સ હાર્ટ હોસ્પિટલ પાછળ 1600 ફૂટ પ્લોટ 1600 ફૂટ બાંધકામ 4 BHK ટીનેવેટેડ 1.30 Cr. ને બદલે 1.05 Cr. માં આપવાનો છે. વહેલા તે પહેલા ધોરણે. યુનીકાસા- 9426965858 bbox=[552, 588, 720, 714]
classified-ad: 2 BHK Furnished Terrace Flat+ 600 Terrace Sunpharma Road. Price- 36 Lacs. Mo- 8511436603 bbox=[384, 527, 551, 603]
classified-ad: સેમી ફર્નિશ 2 BHK ફ્લેટ વેચવાનો છે. હરિદર્શન પેલેસ, મકરપુરા. 9898733266 bbox=[1059, 1412, 1226, 1472]
subcategory-heading: વેચવાનું છે bbox=[733, 1922, 877, 1942]
classified-ad: ઘ શિવાલીક ગ્રીન સેફ્ટી ફ્લેટ બાંધકામની જગ્યા પ્રસ્તાન સૌથી સ્થળે 15.85 લાખથી શરૂ ક્મ્પાઉન્ડ રોડ 9427452611 bbox=[1396, 1553, 1564, 1629]
classified-ad: ગોરવા ઇન્ડસ્ટ્રિયલ એસ્ટેટમાં 1500 થી 10000 સ્કવેર ફૂટ સુધીના પ્લોટ વેચાણ/ ભાડે મેળવવા: 8460000230. bbox=[46, 792, 214, 868]
category-heading: ઓલ્ડપાદરા bbox=[384, 288, 551, 313]
subcategory-heading: વેચવાનું છે bbox=[1239, 652, 1383, 673]
classified-ad: વેચવાનું છે. 2 BHK, 1100 Sq. feet ફ્લેટ, ગ્રીનડોલ્ફ સ્કૂલ પાસે, વાસણા રોડ. 9328702200 bbox=[890, 1358, 1057, 1435]
classified-ad: વિનાયક વિલા- 14, 3 B H K, 4 BHK 900 Sq Ft તથા વધુના ડુપ્લેક્સ, અલ્કાપોલ M: 8511502799 bbox=[1227, 2208, 1395, 2284]
subcategory-heading: વેચવાનું છે bbox=[1239, 2057, 1383, 2078]
classified-ad: અર્જન્ટ વેચાણ માટે ફક્ત 32 લાખમાં 2 bh k ફ્લેટ ગેટેડ સોસાયટીમાં આપવાનો છે. મહંત રિયાલ્ટી- 6353971121 bbox=[890, 724, 1057, 800]
subcategory-heading: ભાડે આપવાનું છે bbox=[227, 431, 371, 452]
classified-ad: રોડ ટચ કોર્નર ડુપ્લેક્સ Fully furnished વેચવા આપવાનો બ્રોડ્રા હાઈવે રોડ- અકોટા- 9825234612/ 9106926754. bbox=[721, 265, 889, 358]
classified-ad: 2 BHK ફ્લેટ વેચવાનો છે તરસાલી મંગલા સોસાયટીમાં વાસ્તુશાસ્ત્ર પ્રમાણે. કિંમત રૂપિયા 31 લાખ નેગોશિએબલ) સંપર્ક- 9879048780 bbox=[1227, 467, 1395, 560]
classified-ad: 980 sq. ft પ્લોટ વેચવાનો છે, પીતાંબર સોસાયટી, ઓ. પી મેઈન રોડ, 79 લાખ. 9723379022 bbox=[384, 1991, 551, 2067]
classified-ad: અકોટામાં દુકાન ભાડે/ વેચાણ, સેમી બેઝમેન્ટમાં, 300 Sq. બ્રોકર. 9825593771 bbox=[552, 1688, 720, 1747]
classified-ad: Investment માટેની ઉત્તમ તક GF ની રોડ ટચ દુકાન 60 લાખ ભાડું 30,000/- ભાડું 9 years no Lease, માંજલપુર Sunfin: 9724135559 bbox=[1227, 736, 1395, 829]
classified-ad: Flat For Sale 3 BHK Semi Furnished, 1st Floor, Near Prajapita Brahmakumar's, Atladra. Mobile- 8000090330 bbox=[721, 753, 889, 846]
classified-ad: 3 BHK ફર્નિશ્ડ ફ્લેટ વેચવાનો છે. 9558770246 bbox=[721, 1413, 889, 1456]
classified-ad: Aarya's Landmark | ભાવમાં ઘટાડો | 4 BHK FLATS | SOLD OUT | M.: 98989 30065 | Nr. Priya Cinema, Gotri bbox=[890, 893, 1057, 986]
classified-ad: શોરૂમ વેચાણ અથવા ભાડે આપવાનો છે. બ્રોડ હાઇવેની 1000 સ્કવેર ફૂટ પ્રાઇમ લોકેશન. 9898090838 bbox=[46, 1755, 214, 1831]
subcategory-heading: વેચવાનું છે bbox=[901, 344, 1046, 365]
category-heading: સુભાનપુરા bbox=[46, 964, 214, 990]
classified-ad: 23 લાખ 51 હજાર નવો ફ્લેટ 2 B H K વાઘોડિયા લુયાવત્ન ખાસગામ. 7779016552 bbox=[1396, 900, 1564, 960]
classified-ad: શિવાલિક ઓર્ચિડ 3 B H k ડુપ્લેક્સ 39.91 લાખ 881 Sq. ફટ 3 સાઈડ જગ્યા સાથે SSVP સ્કૂલ પાસે, આમોદર ઉમરવા. 9274863621, 9924861712 bbox=[1396, 1629, 1564, 1739]
classified-ad: New 3 BHK ડુપ્લેક્ષ, વેચાણ આપવાના છે. મંગલમ વિલ્લા, શિવમ એકેડેમીની પાસે. ગોલ્ડ સિટી રોડ, તરસાલી (નિગોસેબલ) મો. 9725239329, 9998040135 bbox=[1227, 265, 1395, 374]
subcategory-heading: વેચવાનું છે bbox=[564, 1604, 708, 1625]
classified-ad: સરદાર પટેલ ટાઉટ્રિસ સમતામાં 3 BHK Flat વેચવાનો છે. કોન્ટેક્ટ- 8799503209 bbox=[46, 1246, 214, 1306]
classified-ad: વડોદરા બ્રાઈટ સ્કૂલ ભાયલી વિસ્તારમાં ઓફિસ વેચવાની છે. 375 Sq. ft. Super Builup નિરવાના બીઝનેસ હબમાં સેલ્સ ફ્લોર 9979126233, 9726013764 bbox=[384, 417, 551, 527]
classified-ad: વેચાણ માટે દુકાન, વડોદરા અલકાપુરી વિસ્તારમાં, આવકારી મેઈન રોડ ટચ દુકાન, પ્રાઇમ લોકેશન. 9825077728 bbox=[46, 1907, 214, 1983]
classified-ad: 2 BHK ફ્લેટ વેચવાનો છે 1250 કુટનો 4 સાઈડ ઓપન ડુપ્લેક્ષ તાત્કાલિક વેચવાનો. કોન્ટેક્ટ. 8306668820, 9067260303 bbox=[1227, 1659, 1395, 1752]
classified-ad: ભાયલી TP 1 માં બ્રાઈટ સ્કૂલ પેલા 4 BHK fully furnished Bungalow 1750 sq ft no. plot area માં તાત્કાલિક વેચવાનો છે. વાસણા રોડ. Sunfin: 9925037542 bbox=[384, 975, 551, 1085]
classified-ad: Sarabhai Campus, Alkapuri, Racecourse, Gotri, Akota. Offices for Renting/Buying/ Selling (Furnished- Empty) Sadguru Sai Realtors. 9870002211 bbox=[215, 455, 383, 582]
classified-ad: ટેનામેન્ટ રાજેશ્વર મંદિર પાસે 800 પ્લોટ 40 લાખ દસ્તાવેજ સાથે m- 8347521170 bbox=[384, 1931, 551, 1991]
classified-ad: 2 રૂમ રસોડાનું ટેનામેન્ટ વેચવાનું. મનોકામના સોસાયટી પાસે. સ્વપ્ન રિયલ્ટી 9978513795 bbox=[1227, 560, 1395, 620]
classified-ad: Por GIDC 23000, 22500, 21500, 12000, 11000, 15, 10. ટન્ની કેન સાથે કંપની વેચવાની છે. 9033299051 bbox=[1059, 1531, 1226, 1607]
classified-ad: 2 BHK Flate For Sale In Bhayli TP 1 A/ 204 siddivinayak residency apartment Vasna Bhayli canal road vadodara Super build up are 887 sq ft Carpet are 669 sq ft bbox=[890, 1435, 1057, 1561]
color-registration-strip bbox=[40, 2253, 1578, 2265]
classified-ad: સુરતી સોસાયટીમાં ડુપ્લેક્સ વેચવા આપવાનો છે. સમતા ફ્લેટની પાછળ 9724343231 bbox=[46, 1399, 214, 1458]
classified-ad: છાણીમાં રોડ ટચ 5000 સ્કવેર ફૂટ જગ્યા ગોડાઉન માટે ભાડે જોઈએ છે. 9825108102, 8160739531 bbox=[46, 521, 214, 597]
classified-ad: લાલબાગ, અતિથિ ગૃહ સામે પ્લોટ વેચવાનો છે આશાથી રિઅલ એસ્ટેટ 9081620255 bbox=[1227, 1473, 1395, 1532]
classified-ad: ગમે તે તમારી પ્રોપર્ટી હોઈ તે વિશ્વાસમાં ભાડે અને 2 મહિનામાં વેચાણ કરી આપીશું. 7383649933 bbox=[890, 1206, 1057, 1282]
classified-ad: ગોત્રી વાસણા રોડ નવા 3 BHK ફ્લેટ કિંમત- Rs. 42 લાખ. સ્વત્ત- 01 રી. વડોદરા. સંપર્ક- 9376007359 bbox=[890, 986, 1057, 1062]
brand-title: ક્લાસિફાઇડ bbox=[572, 123, 878, 191]
classified-column bbox=[215, 208, 384, 2219]
classified-ad: 310, સિધ્ધાર્થ કોમ્પલેક્ષ, વાસણા રોડ, 345 ચો. ફૂટ ઓફિસ ભાડે આપવાની છે. 9969229231 bbox=[552, 1419, 720, 1478]
classified-column bbox=[721, 208, 890, 2260]
classified-ad: For Sale 3 BHK apartment, TP- 1 Vasna Bhayli Vadodara, Fully Furnished with appliances, Reserved parking, VMC- water, Gas Pipeline, Road Facing, CA: 1370. 8238018073 bbox=[890, 488, 1057, 631]
masthead-rule bbox=[40, 75, 1578, 90]
classified-ad: 3 b h k Duplex sale Iscon Road Gotri 656 plot, 1150 S. B. 2 road corner Rs. 60/- lakh. Shiv Real Estate- 9824043186 bbox=[890, 800, 1057, 893]
classified-ad: 3 B H K ડુપ્લેક્સ વૃંદાવન ચાર રસ્તા સંપર્ક 9408339630 bbox=[1396, 960, 1564, 1002]
subcategory-heading: વેચવાનું છે bbox=[227, 707, 371, 728]
edition-label: (વડોદરા આવૃત્તિ) bbox=[254, 81, 387, 104]
classified-ad: 2 BHK ફ્લેટ વેચવાનો છે. ક્રેડેન્શિયલ રેસિડેન્સી વાજબી કિંમત 17.51 લાખ 8980955349 bbox=[721, 2191, 889, 2268]
classified-ad: વાસણા ભાયલી રોડ પર 3 BHK ફેમિલી ફ્લેટ પેન્ટહાઉસ વેચવાનો છે. 3300 સ્કે. ફૂટ વીથ ઓપન ટેરેસ, 2 એલોટેડ કાર પાર્કિંગ, અલ્ટ્રા મોર્ડન એમિનીટીઝ સાથે જોતાં જ ગમી જાય તેવો. કોન્ટેક્ટ- 9825047203 bbox=[1059, 268, 1226, 394]
classified-ad: Residential Plots Akota/ Diwalipura 1750/ 3000/ 5000 Feet. Consultant. 8733831792 bbox=[552, 2095, 720, 2171]
subcategory-heading: ભાડે આપવાનું છે bbox=[58, 497, 202, 518]
page-number: ૮ bbox=[40, 81, 53, 107]
classified-ad: ટેનામેન્ટ વેચવાનું રોડ ટચ ગણપતિ મંદિર ડીમાર્ટ રોડ વધુ- 9825685993 bbox=[1396, 1002, 1564, 1062]
subcategory-heading: વેચવાનું છે bbox=[58, 240, 202, 261]
classified-ad: ટેનામેન્ટ વેચવાનું છે Banker Heart Institute ની પાછળ M. 9825035277 bbox=[384, 1543, 551, 1602]
classified-ad: ભાડે આપવાનું છે. પાંચ બેડરૂમ હોલ કિચન (5 BHK) 2700 Sq. Ft. રોકડાયામ સોસાયટી- રેસકોર્સ- વડોદરા (M) 9825043119 bbox=[215, 1444, 383, 1537]
classified-ad: સનફાર્મા રોડ પર પ્રથમ ઉપવન સોસાયટીમાં 3 BHK Duplex 1750 sq ft Plot area માં ફક્ત 90 લાખમાં તાત્કાલિક વેચવાનો છે. Sunfin: 9327159356 bbox=[721, 905, 889, 1015]
classified-ad: 4 BHK ફુલ્લી ફર્નિશ્ડ રોડ ટચ ડુપ્લેક્સ પ્લોટ 1700 કાર્પેટ 3200 સમર્પિત સ્કૂલ પાસે કોમર્શિયલ/ રેસિડેન્શિયલ લાયક 1.95 બ્રોકર. 9909400185 bbox=[384, 603, 551, 696]
dateline: રવિવાર,તા.૨૧ જૂન,૨૦૨૬ bbox=[1364, 81, 1578, 105]
classified-ad: 4 BHK ટેડી બીપલેક્સ પ્લોટ- 1100 બંસલ મોલ પાસે વેચવાનો છે. 9624152971 bbox=[890, 1857, 1057, 1916]
